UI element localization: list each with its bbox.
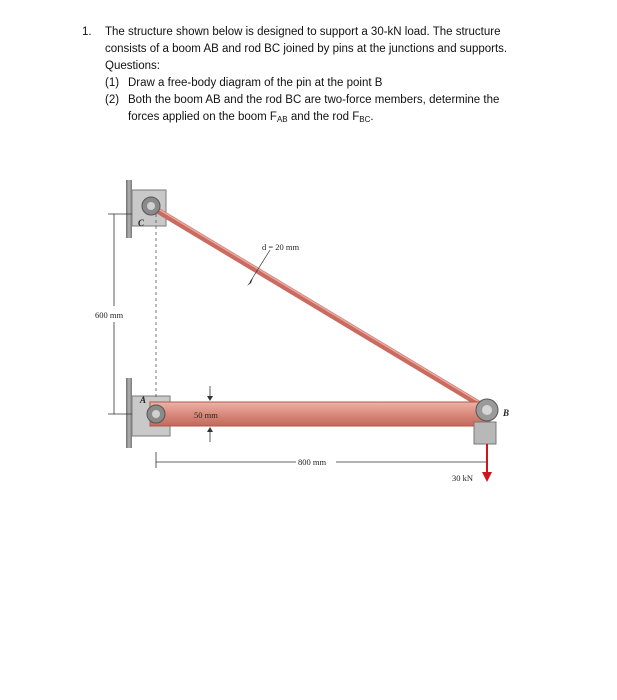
joint-b-bracket (474, 422, 496, 444)
label-a: A (140, 395, 147, 405)
questions-heading: Questions: (105, 60, 160, 72)
question-2-number: (2) (105, 94, 120, 106)
diameter-arrowhead (247, 278, 253, 286)
length-label: 800 mm (298, 457, 327, 467)
question-2-prefix: forces applied on the boom F (128, 111, 277, 123)
subscript-bc: BC (359, 115, 371, 124)
upper-wall-plate (126, 180, 132, 238)
pin-b (476, 399, 498, 421)
load-label: 30 kN (452, 473, 474, 483)
rod-bc (150, 206, 486, 408)
height-label: 600 mm (95, 310, 124, 320)
statement-line-1: The structure shown below is designed to support a 30-kN load. The structure (105, 26, 501, 38)
thickness-arrowhead-top (207, 396, 213, 401)
thickness-label: 50 mm (194, 410, 218, 420)
label-b: B (503, 408, 510, 418)
load-arrowhead (482, 472, 492, 482)
question-1-number: (1) (105, 77, 120, 89)
pin-c (142, 197, 160, 215)
question-2-mid: and the rod F (287, 111, 360, 123)
lower-wall-plate (126, 378, 132, 448)
diameter-label: d = 20 mm (262, 242, 300, 252)
problem-number: 1. (82, 26, 92, 38)
question-2-line-1: Both the boom AB and the rod BC are two-force members, determine the (128, 94, 500, 106)
statement-line-2: consists of a boom AB and rod BC joined by pins at the junctions and supports. (105, 43, 508, 55)
rod-bc-highlight (150, 204, 486, 406)
subscript-ab: AB (276, 115, 288, 124)
pin-a (147, 405, 165, 423)
label-c: C (138, 218, 145, 228)
question-2-suffix: . (370, 111, 374, 123)
thickness-arrowhead-bottom (207, 427, 213, 432)
question-1-text: Draw a free-body diagram of the pin at the point B (128, 77, 383, 89)
